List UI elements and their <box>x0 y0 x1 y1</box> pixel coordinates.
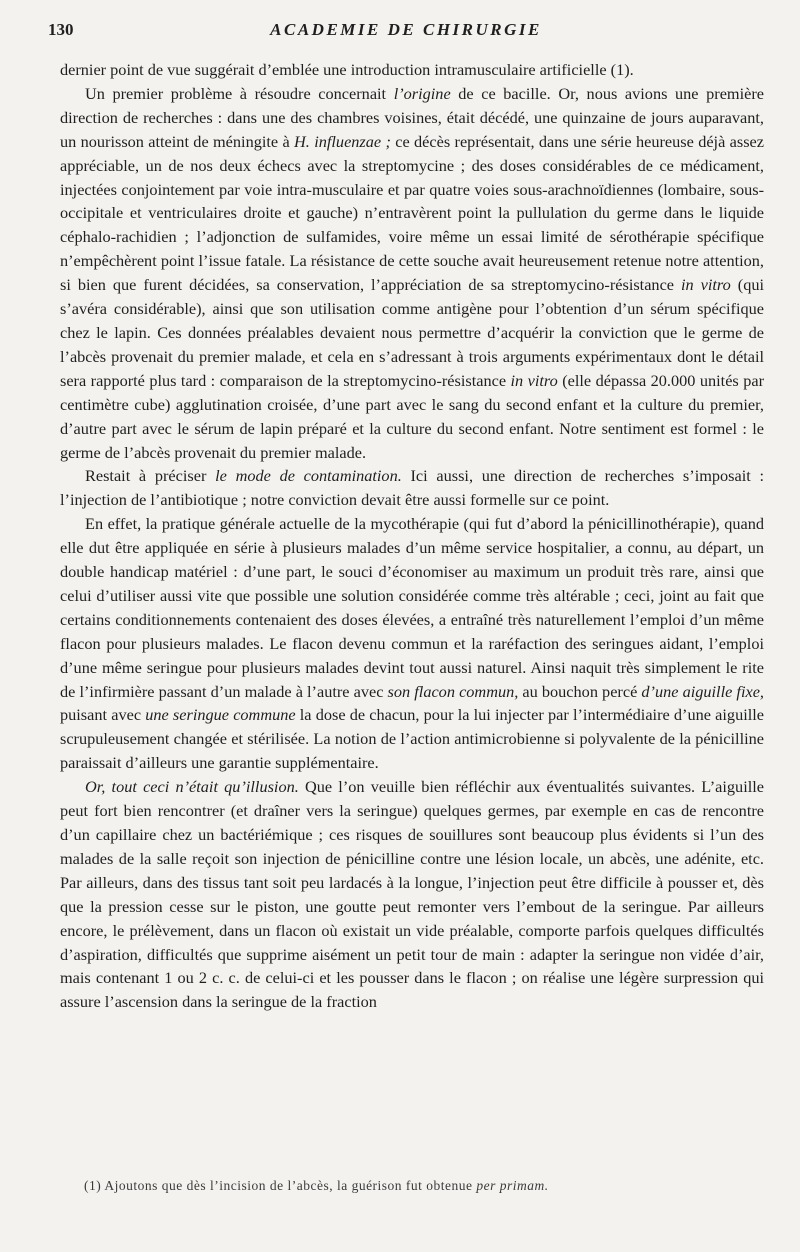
text-run: (1) Ajoutons que dès l’incision de l’abcès, la guérison fut obtenue <box>84 1178 477 1193</box>
text-run: au bouchon percé <box>518 681 642 701</box>
text-run: Ici aussi, une direction de recherches s’imposait : l’injection de l’antibiotique ; notre conviction devait être aussi formelle sur ce point. <box>60 466 765 510</box>
text-run: En effet, la pratique générale actuelle de la mycothérapie (qui fut d’abord la pénicillinothérapie), quand elle dut être appliquée en série à plusieurs malades d’un même service hospitalier, a connu, au départ, un double handicap matériel : d’une part, le souci d’économiser au maximum un produit très rare, ainsi que celui d’utiliser aussi vite que possible une solution considérée comme très altérable ; ceci, joint au fait que certains conditionnements contenaient des doses élevées, a entraîné très naturellement l’emploi d’un même flacon pour plusieurs malades. Le flacon devenu commun et la raréfaction des seringues aidant, l’emploi d’une même seringue pour plusieurs malades devint tout aussi naturel. Ainsi naquit très simplement le rite de l’infirmière passant d’un malade à l’autre avec <box>60 514 764 701</box>
text-run: ce décès représentait, dans une série heureuse déjà assez appréciable, un de nos deux échecs avec la streptomycine ; des doses considérables de ce médicament, injectées conjointement par voie intra-musculaire et par quatre voies sous-arachnoïdiennes (lombaire, sous-occipitale et ventriculaires droite et gauche) n’entravèrent point la pullulation du germe dans le liquide céphalo-rachidien ; l’adjonction de sulfamides, voire même un essai limité de sérothérapie spécifique n’empêchèrent point l’issue fatale. La résistance de cette souche avait heureusement retenue notre attention, si bien que furent décidées, sa conservation, l’appréciation de sa streptomycino-résistance <box>60 131 764 295</box>
page-header <box>48 20 764 50</box>
text-run: dernier point de vue suggérait d’emblée une introduction intramusculaire artificielle (1). <box>60 60 634 79</box>
paragraph <box>60 775 764 1014</box>
text-run: la dose de chacun, pour la lui injecter par l’intermédiaire d’une aiguille scrupuleusement changée et stérilisée. La notion de l’action antimicrobienne si polyvalente de la pénicilline paraissait d’ailleurs une garantie supplémentaire. <box>60 705 765 773</box>
paragraph <box>60 464 764 512</box>
italic-text: H. influenzae ; <box>294 131 391 151</box>
text-run: (elle dépassa 20.000 unités par centimètre cube) agglutination croisée, d’une part avec le sang du second enfant et la culture du premier, d’autre part avec le sérum de lapin préparé et la culture du second enfant. Notre sentiment est formel : le germe de l’abcès provenait du premier malade. <box>60 370 764 462</box>
body-text <box>60 58 764 1014</box>
page-number: 130 <box>48 20 74 39</box>
italic-text: Or, tout ceci n’était qu’illusion. <box>85 777 299 797</box>
running-title: ACADEMIE DE CHIRURGIE <box>270 20 542 39</box>
text-run: Que l’on veuille bien réfléchir aux éventualités suivantes. L’aiguille peut fort bien rencontrer (et draîner vers la seringue) quelques germes, par exemple en cas de rencontre d’un capillaire chez un bactériémique ; ces risques de souillures sont beaucoup plus évidents si l’un des malades de la salle reçoit son injection de pénicilline contre une lésion locale, un abcès, une adénite, etc. Par ailleurs, dans des tissus tant soit peu lardacés à la longue, l’injection peut être difficile à pousser et, dès que la pression cesse sur le piston, une goutte peut remonter vers l’embout de la seringue. Par ailleurs encore, le prélèvement, dans un flacon où existait un vide préalable, comporte parfois quelques difficultés d’aspiration, difficultés que supprime aisément un petit tour de main : adapter la seringue non vidée d’air, mais contenant 1 ou 2 c. c. de celui-ci et les pousser dans le flacon ; on réalise une légère surpression qui assure l’ascension dans la seringue de la fraction <box>60 777 764 1012</box>
italic-text: per primam. <box>476 1178 549 1193</box>
italic-text: le mode de contamination. <box>215 466 402 486</box>
italic-text: d’une aiguille fixe, <box>641 681 764 701</box>
paragraph <box>60 512 764 775</box>
italic-text: une seringue commune <box>145 705 296 725</box>
italic-text: son flacon commun, <box>387 681 519 701</box>
text-run: Restait à préciser <box>85 466 216 486</box>
text-run: Un premier problème à résoudre concernait <box>85 83 394 103</box>
text-run: (qui s’avéra considérable), ainsi que son utilisation comme antigène pour l’obtention d’un sérum spécifique chez le lapin. Ces données préalables devaient nous permettre d’acquérir la conviction que le germe de l’abcès provenait du premier malade, et cela en s’adressant à trois arguments expérimentaux dont le détail sera rapporté plus tard : comparaison de la streptomycino-résistance <box>60 275 765 390</box>
text-run: de ce bacille. Or, nous avions une première direction de recherches : dans une des chambres voisines, était décédé, une quinzaine de jours auparavant, un nourisson atteint de méningite à <box>60 83 764 151</box>
text-run: puisant avec <box>60 705 146 725</box>
footnote <box>84 1178 549 1194</box>
italic-text: in vitro <box>510 370 558 390</box>
paragraph <box>60 58 764 82</box>
italic-text: l’origine <box>393 83 451 103</box>
italic-text: in vitro <box>681 275 731 295</box>
paragraph <box>60 82 764 465</box>
